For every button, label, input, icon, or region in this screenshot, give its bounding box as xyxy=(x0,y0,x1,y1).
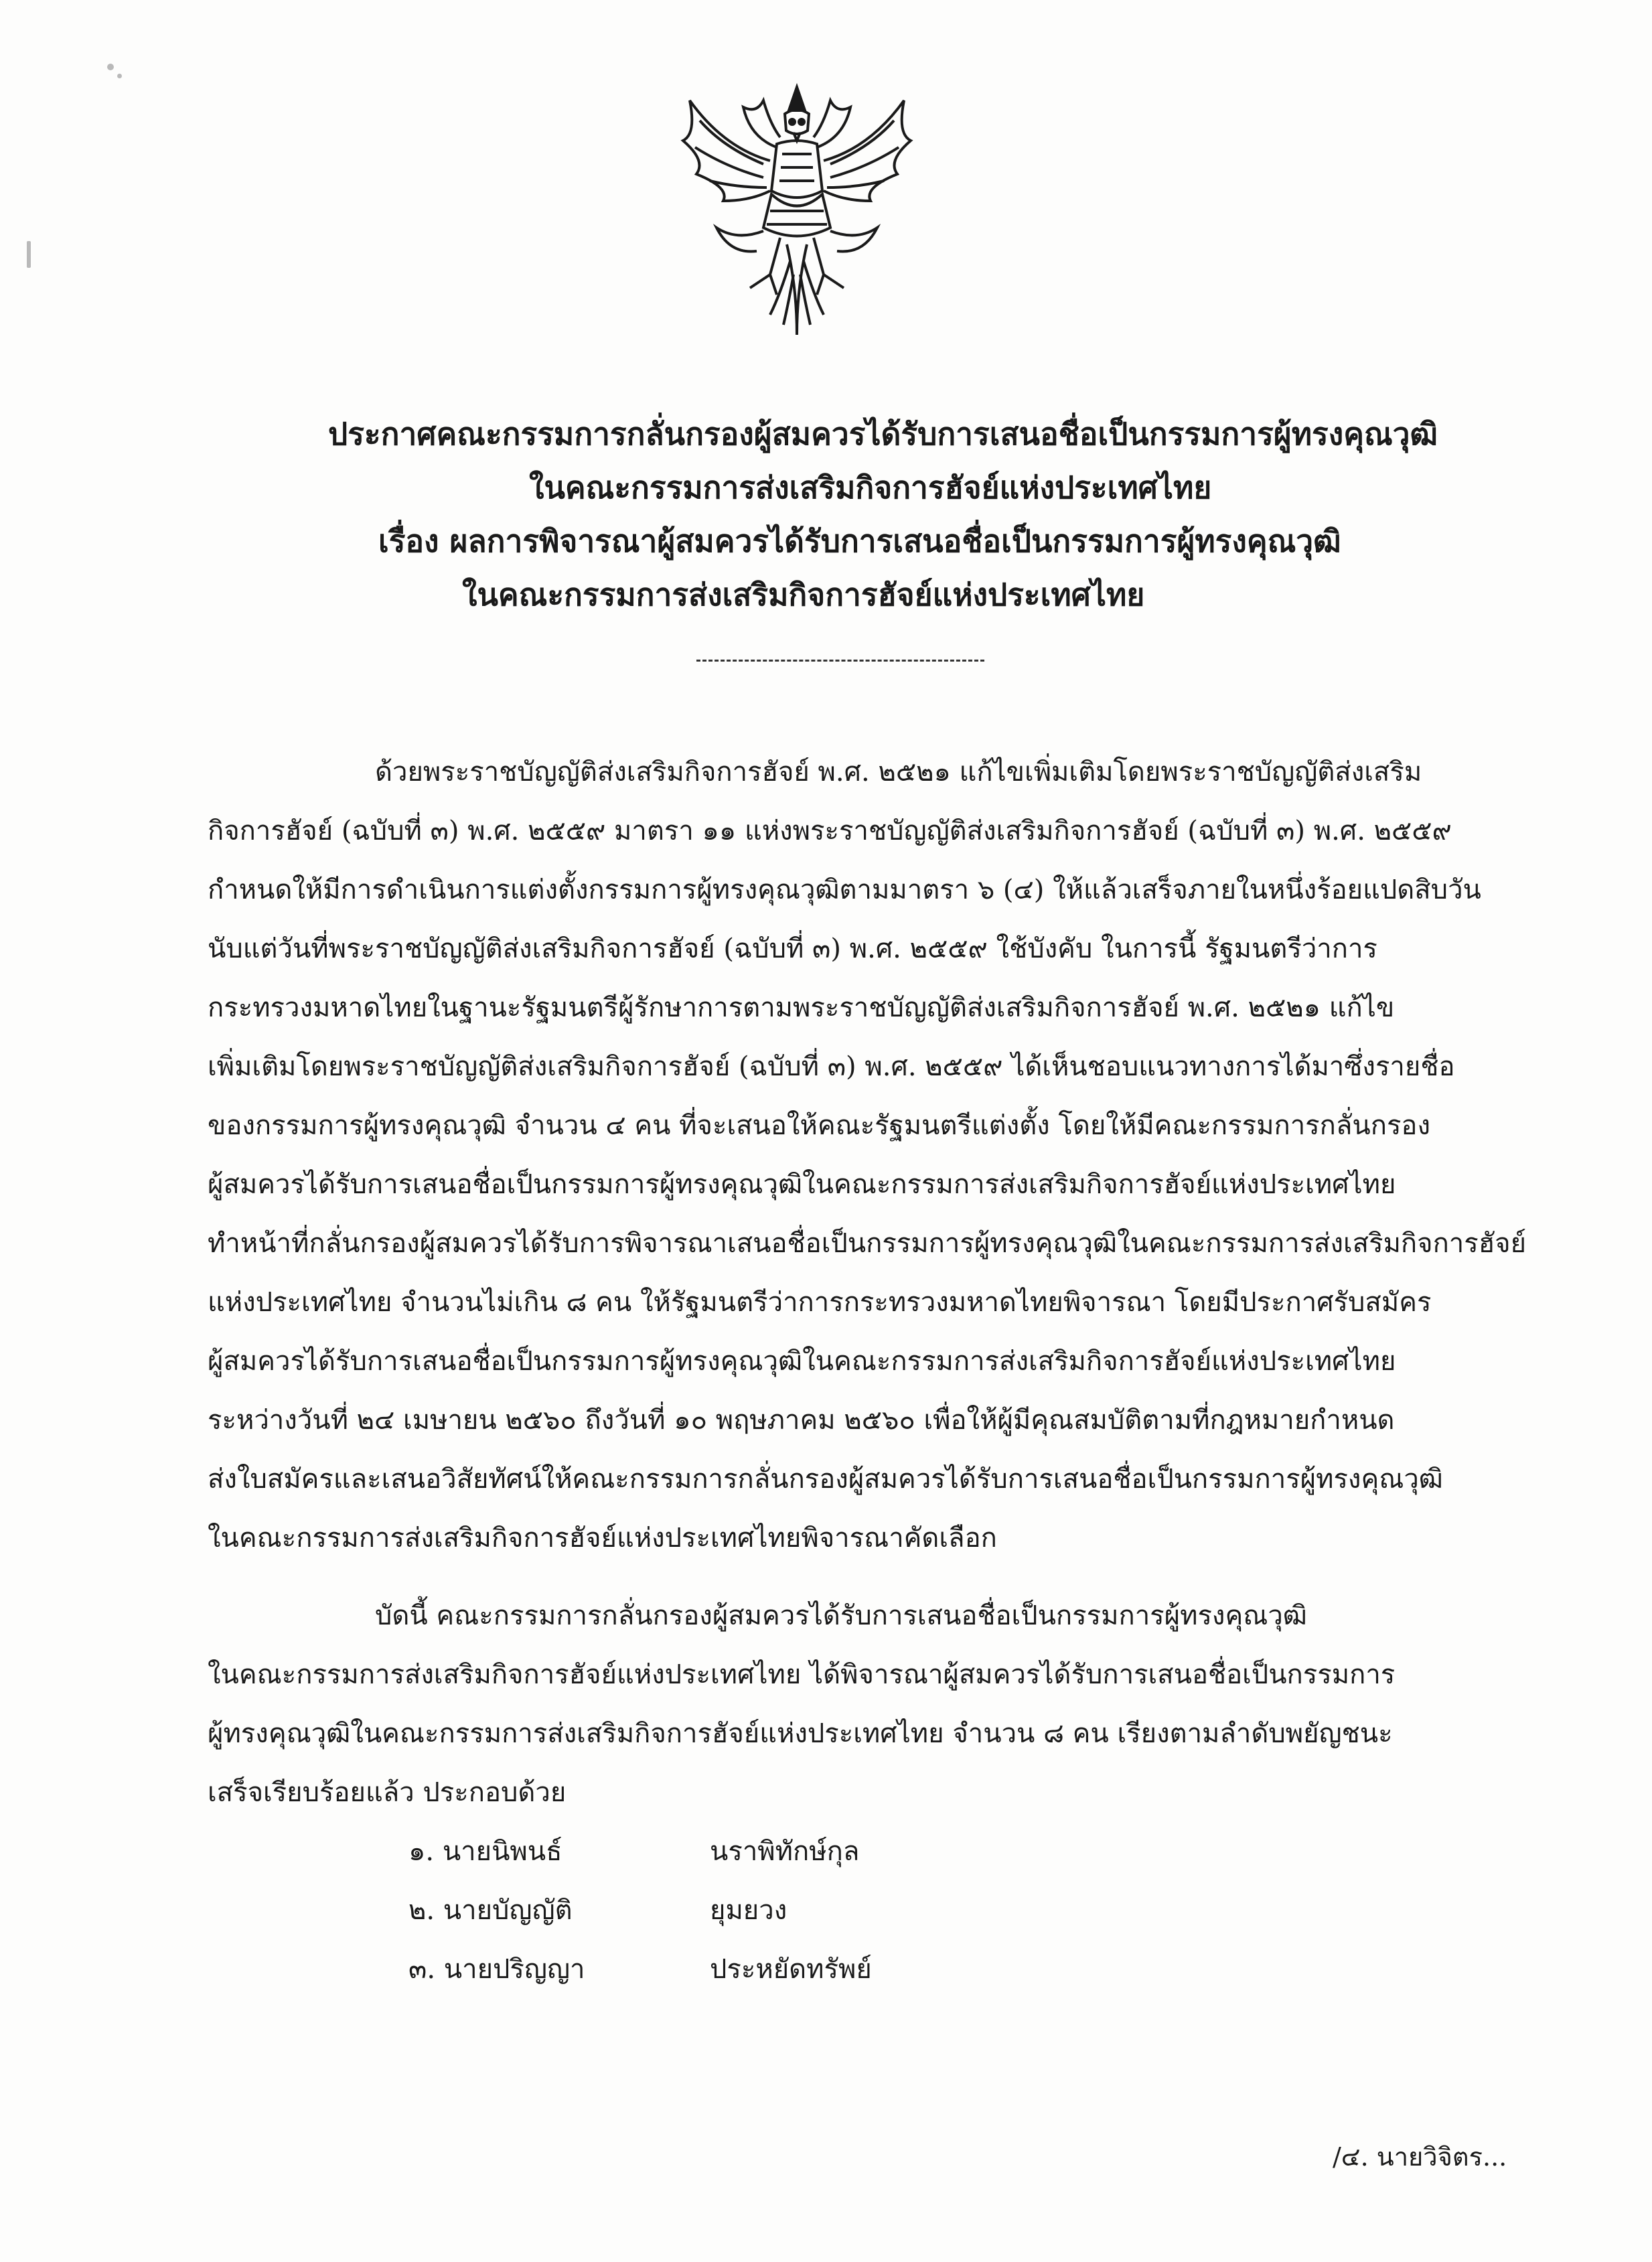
name-list-last: ประหยัดทรัพย์ xyxy=(710,1954,872,1985)
name-list-first: ๒. นายบัญญัติ xyxy=(408,1895,573,1926)
name-list-first: ๓. นายปริญญา xyxy=(408,1954,585,1985)
paragraph-1-line: ส่งใบสมัครและเสนอวิสัยทัศน์ให้คณะกรรมการกลั่นกรองผู้สมควรได้รับการเสนอชื่อเป็นกรรมการผู้ทรงคุณวุฒิ xyxy=(208,1464,1443,1495)
paragraph-2-line: ผู้ทรงคุณวุฒิในคณะกรรมการส่งเสริมกิจการฮัจย์แห่งประเทศไทย จำนวน ๘ คน เรียงตามลำดับพยัญชนะ xyxy=(208,1718,1393,1749)
continuation-marker: /๔. นายวิจิตร... xyxy=(1333,2142,1507,2172)
scan-speck xyxy=(107,64,114,70)
garuda-emblem xyxy=(670,74,924,342)
paragraph-1-line: ในคณะกรรมการส่งเสริมกิจการฮัจย์แห่งประเทศไทยพิจารณาคัดเลือก xyxy=(208,1523,997,1554)
subject-line-1: เรื่อง ผลการพิจารณาผู้สมควรได้รับการเสนอชื่อเป็นกรรมการผู้ทรงคุณวุฒิ xyxy=(378,523,1341,559)
paragraph-2-line: เสร็จเรียบร้อยแล้ว ประกอบด้วย xyxy=(208,1777,567,1808)
paragraph-1-line: แห่งประเทศไทย จำนวนไม่เกิน ๘ คน ให้รัฐมนตรีว่าการกระทรวงมหาดไทยพิจารณา โดยมีประกาศรับสมัคร xyxy=(208,1287,1432,1318)
paragraph-1-line: กระทรวงมหาดไทยในฐานะรัฐมนตรีผู้รักษาการตามพระราชบัญญัติส่งเสริมกิจการฮัจย์ พ.ศ. ๒๕๒๑ แก้ไข xyxy=(208,992,1395,1023)
name-list-first: ๑. นายนิพนธ์ xyxy=(408,1836,562,1867)
paragraph-1-line: ด้วยพระราชบัญญัติส่งเสริมกิจการฮัจย์ พ.ศ. ๒๕๒๑ แก้ไขเพิ่มเติมโดยพระราชบัญญัติส่งเสริม xyxy=(375,757,1422,787)
paragraph-2-line: ในคณะกรรมการส่งเสริมกิจการฮัจย์แห่งประเทศไทย ได้พิจารณาผู้สมควรได้รับการเสนอชื่อเป็นกรรมการ xyxy=(208,1659,1396,1690)
title-line-1: ประกาศคณะกรรมการกลั่นกรองผู้สมควรได้รับการเสนอชื่อเป็นกรรมการผู้ทรงคุณวุฒิ xyxy=(328,416,1438,452)
paragraph-2-line: บัดนี้ คณะกรรมการกลั่นกรองผู้สมควรได้รับการเสนอชื่อเป็นกรรมการผู้ทรงคุณวุฒิ xyxy=(375,1600,1307,1631)
paragraph-1-line: ทำหน้าที่กลั่นกรองผู้สมควรได้รับการพิจารณาเสนอชื่อเป็นกรรมการผู้ทรงคุณวุฒิในคณะกรรมการส่งเสริมกิจการฮัจย์ xyxy=(208,1228,1527,1259)
scan-speck xyxy=(27,241,31,268)
name-list-last: นราพิทักษ์กุล xyxy=(710,1836,860,1867)
paragraph-1-line: นับแต่วันที่พระราชบัญญัติส่งเสริมกิจการฮัจย์ (ฉบับที่ ๓) พ.ศ. ๒๕๕๙ ใช้บังคับ ในการนี้ รัฐมนตรีว่าการ xyxy=(208,933,1377,964)
paragraph-1-line: เพิ่มเติมโดยพระราชบัญญัติส่งเสริมกิจการฮัจย์ (ฉบับที่ ๓) พ.ศ. ๒๕๕๙ ได้เห็นชอบแนวทางการได้มาซึ่งรายชื่อ xyxy=(208,1051,1455,1082)
subject-line-2: ในคณะกรรมการส่งเสริมกิจการฮัจย์แห่งประเทศไทย xyxy=(462,577,1145,613)
paragraph-1-line: ของกรรมการผู้ทรงคุณวุฒิ จำนวน ๔ คน ที่จะเสนอให้คณะรัฐมนตรีแต่งตั้ง โดยให้มีคณะกรรมการกลั่นกรอง xyxy=(208,1110,1430,1141)
dashed-divider xyxy=(696,660,984,662)
paragraph-1-line: ระหว่างวันที่ ๒๔ เมษายน ๒๕๖๐ ถึงวันที่ ๑๐ พฤษภาคม ๒๕๖๐ เพื่อให้ผู้มีคุณสมบัติตามที่กฎหมายกำหนด xyxy=(208,1405,1395,1436)
paragraph-1-line: ผู้สมควรได้รับการเสนอชื่อเป็นกรรมการผู้ทรงคุณวุฒิในคณะกรรมการส่งเสริมกิจการฮัจย์แห่งประเทศไทย xyxy=(208,1169,1396,1200)
paragraph-1-line: ผู้สมควรได้รับการเสนอชื่อเป็นกรรมการผู้ทรงคุณวุฒิในคณะกรรมการส่งเสริมกิจการฮัจย์แห่งประเทศไทย xyxy=(208,1346,1396,1377)
paragraph-1-line: กิจการฮัจย์ (ฉบับที่ ๓) พ.ศ. ๒๕๕๙ มาตรา ๑๑ แห่งพระราชบัญญัติส่งเสริมกิจการฮัจย์ (ฉบับที่ ๓) พ.ศ. ๒๕๕๙ xyxy=(208,816,1452,846)
title-line-2: ในคณะกรรมการส่งเสริมกิจการฮัจย์แห่งประเทศไทย xyxy=(529,469,1212,506)
scan-speck xyxy=(117,74,122,78)
paragraph-1-line: กำหนดให้มีการดำเนินการแต่งตั้งกรรมการผู้ทรงคุณวุฒิตามมาตรา ๖ (๔) ให้แล้วเสร็จภายในหนึ่งร้อยแปดสิบวัน xyxy=(208,875,1481,905)
name-list-last: ยุมยวง xyxy=(710,1895,787,1926)
